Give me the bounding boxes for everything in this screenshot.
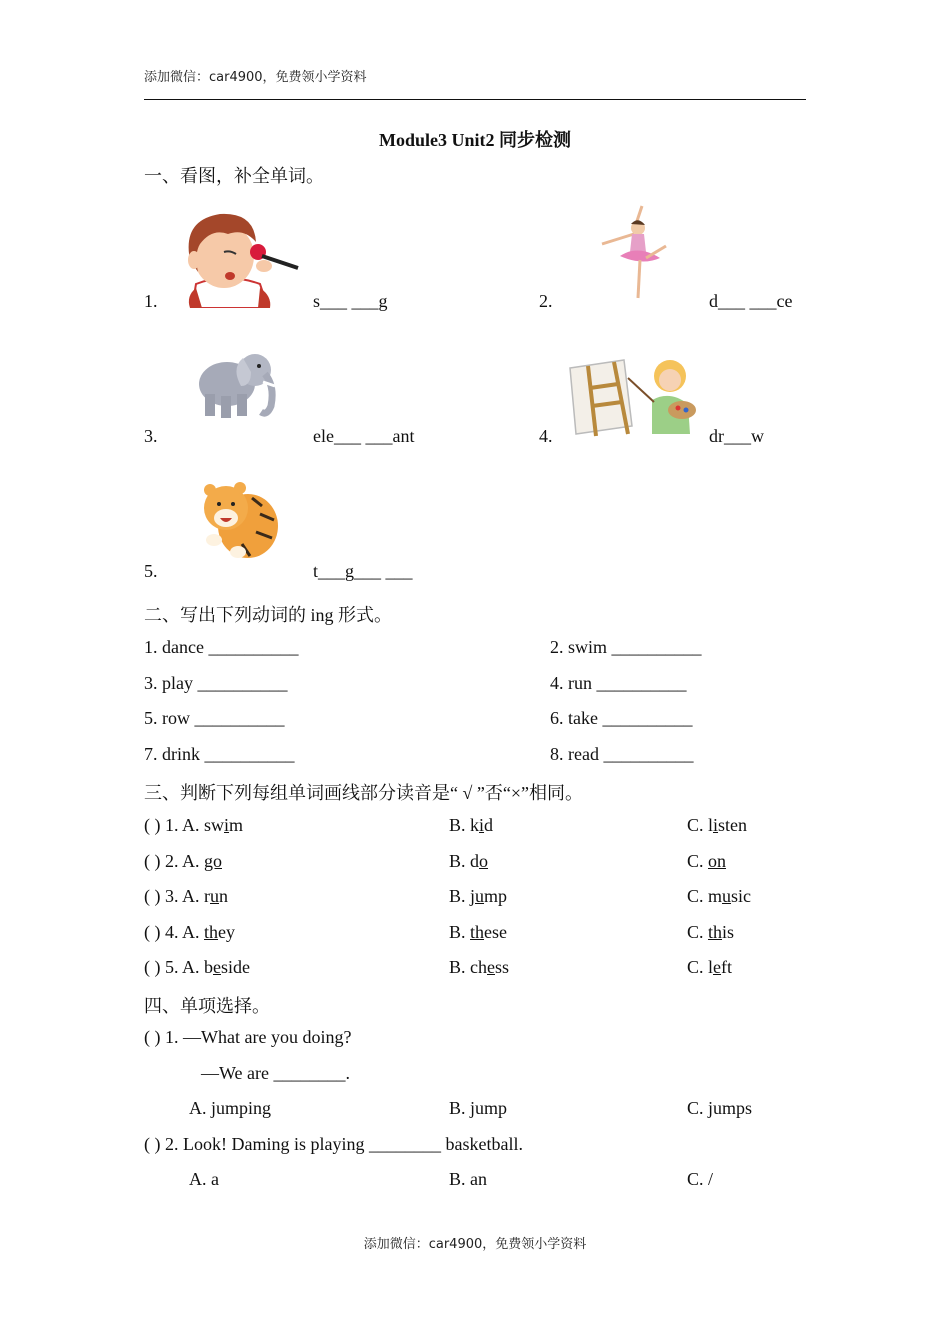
phonics-3-c: C. music bbox=[687, 886, 752, 906]
phonics-5-a: ( ) 5. A. beside bbox=[144, 957, 250, 977]
phonics-4-a: ( ) 4. A. they bbox=[144, 922, 236, 942]
phonics-1-b: B. kid bbox=[449, 815, 494, 835]
mc-1-option-a: A. jumping bbox=[189, 1098, 272, 1118]
mc-1-question: ( ) 1. —What are you doing? bbox=[144, 1027, 352, 1047]
mc-2-option-b: B. an bbox=[449, 1169, 487, 1189]
mc-2-option-c: C. / bbox=[687, 1169, 714, 1189]
phonics-1-a: ( ) 1. A. swim bbox=[144, 815, 244, 835]
phonics-3-b: B. jump bbox=[449, 886, 508, 906]
tiger-picture bbox=[190, 474, 282, 566]
item-2-number: 2. bbox=[539, 291, 553, 311]
mc-1-option-c: C. jumps bbox=[687, 1098, 753, 1118]
ing-item-3: 3. play __________ bbox=[144, 673, 288, 693]
ing-item-8: 8. read __________ bbox=[550, 744, 694, 764]
phonics-5-b: B. chess bbox=[449, 957, 510, 977]
item-4-answer: dr___w bbox=[709, 426, 764, 446]
item-2-answer: d___ ___ce bbox=[709, 291, 793, 311]
mc-2-question: ( ) 2. Look! Daming is playing ________ basketball. bbox=[144, 1134, 523, 1154]
header-note: 添加微信：car4900，免费领小学资料 bbox=[144, 70, 367, 85]
mc-1-answer-line: —We are ________. bbox=[201, 1063, 351, 1083]
ing-item-5: 5. row __________ bbox=[144, 708, 285, 728]
ing-item-2: 2. swim __________ bbox=[550, 637, 702, 657]
item-5-answer: t___g___ ___ bbox=[313, 561, 413, 581]
phonics-4-c: C. this bbox=[687, 922, 735, 942]
phonics-2-a: ( ) 2. A. go bbox=[144, 851, 222, 871]
mc-2-option-a: A. a bbox=[189, 1169, 219, 1189]
section-three-heading: 三、判断下列每组单词画线部分读音是“ √ ”否“×”相同。 bbox=[144, 783, 583, 803]
phonics-5-c: C. left bbox=[687, 957, 733, 977]
ing-item-7: 7. drink __________ bbox=[144, 744, 295, 764]
item-3-number: 3. bbox=[144, 426, 158, 446]
footer-note: 添加微信：car4900，免费领小学资料 bbox=[363, 1237, 587, 1252]
mc-1-option-b: B. jump bbox=[449, 1098, 508, 1118]
section-two-heading: 二、写出下列动词的 ing 形式。 bbox=[144, 605, 392, 625]
phonics-3-a: ( ) 3. A. run bbox=[144, 886, 228, 906]
ing-item-1: 1. dance __________ bbox=[144, 637, 299, 657]
item-3-answer: ele___ ___ant bbox=[313, 426, 415, 446]
phonics-1-c: C. listen bbox=[687, 815, 748, 835]
item-4-number: 4. bbox=[539, 426, 553, 446]
section-four-heading: 四、单项选择。 bbox=[144, 996, 270, 1016]
header-divider bbox=[144, 99, 806, 100]
ing-item-6: 6. take __________ bbox=[550, 708, 693, 728]
phonics-2-c: C. on bbox=[687, 851, 727, 871]
page-title: Module3 Unit2 同步检测 bbox=[378, 130, 571, 150]
ballet-dancer-picture bbox=[598, 200, 670, 300]
item-1-answer: s___ ___g bbox=[313, 291, 388, 311]
section-one-heading: 一、看图，补全单词。 bbox=[144, 166, 324, 186]
item-1-number: 1. bbox=[144, 291, 158, 311]
phonics-2-b: B. do bbox=[449, 851, 489, 871]
elephant-picture bbox=[195, 346, 279, 426]
painting-girl-picture bbox=[566, 348, 700, 438]
ing-item-4: 4. run __________ bbox=[550, 673, 687, 693]
phonics-4-b: B. these bbox=[449, 922, 508, 942]
singing-girl-picture bbox=[172, 210, 302, 308]
item-5-number: 5. bbox=[144, 561, 158, 581]
